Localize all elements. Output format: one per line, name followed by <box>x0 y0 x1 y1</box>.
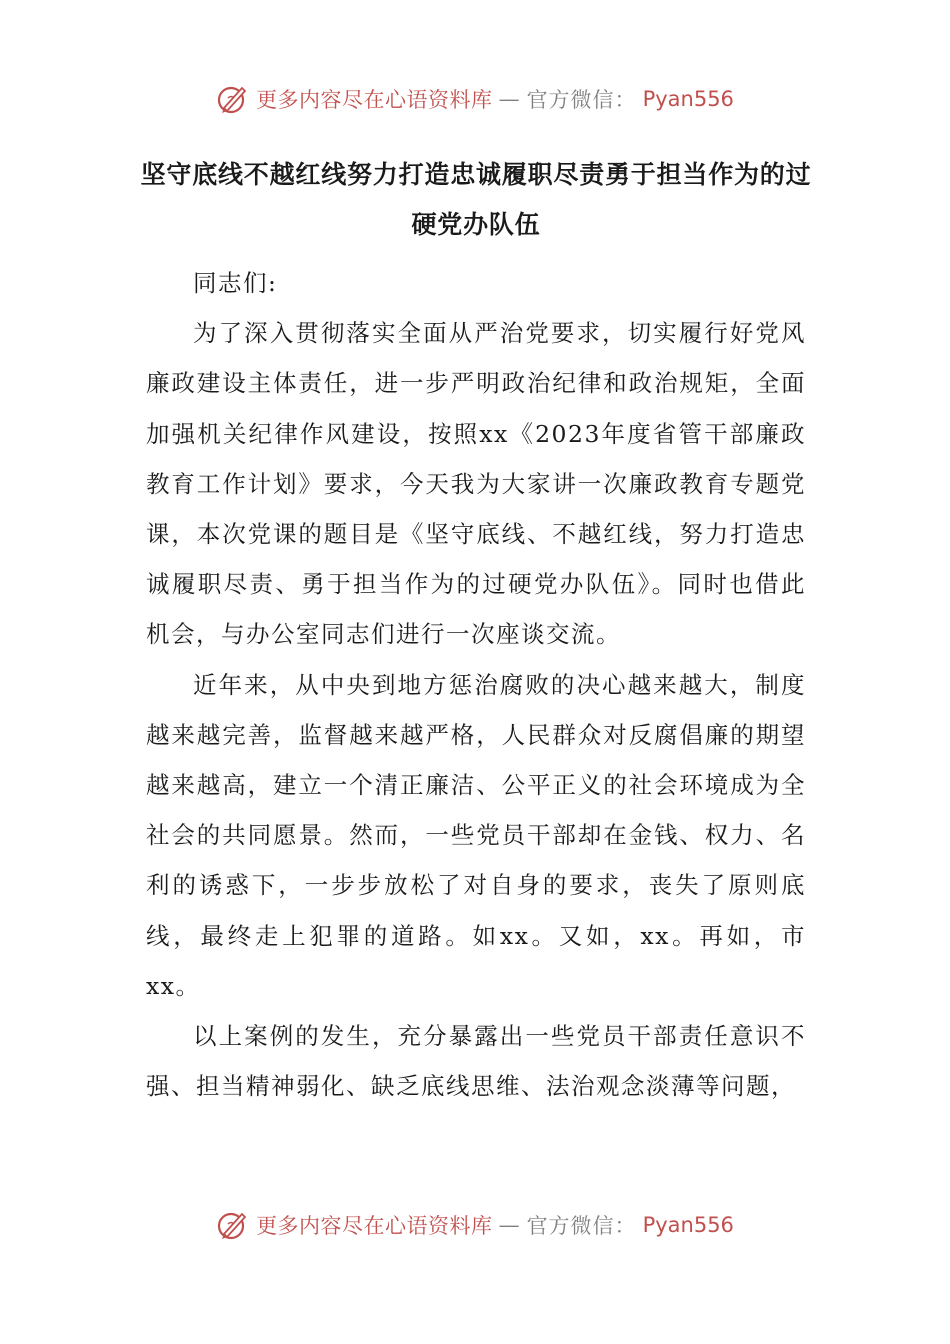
pen-circle-logo-icon <box>216 1208 250 1242</box>
paragraph-3: 以上案例的发生，充分暴露出一些党员干部责任意识不强、担当精神弱化、缺乏底线思维、法治观念淡薄等问题， <box>146 1022 806 1101</box>
paragraph-2: 近年来，从中央到地方惩治腐败的决心越来越大，制度越来越完善，监督越来越严格，人民群众对反腐倡廉的期望越来越高，建立一个清正廉洁、公平正义的社会环境成为全社会的共同愿景。然而，一些党员干部却在金钱、权力、名利的诱惑下，一步步放松了对自身的要求，丧失了原则底线，最终走上犯罪的道路。如xx。又如，xx。再如，市xx。 <box>146 670 806 1000</box>
paragraph-1: 为了深入贯彻落实全面从严治党要求，切实履行好党风廉政建设主体责任，进一步严明政治纪律和政治规矩，全面加强机关纪律作风建设，按照xx《2023年度省管干部廉政教育工作计划》要求，今天我为大家讲一次廉政教育专题党课，本次党课的题目是《坚守底线、不越红线，努力打造忠诚履职尽责、勇于担当作为的过硬党办队伍》。同时也借此机会，与办公室同志们进行一次座谈交流。 <box>146 319 806 649</box>
pen-circle-logo-icon <box>216 82 250 116</box>
watermark-id: Pyan556 <box>642 1213 734 1237</box>
header-watermark <box>0 82 950 116</box>
watermark-label: 官方微信： <box>526 88 637 112</box>
document-title: 坚守底线不越红线努力打造忠诚履职尽责勇于担当作为的过硬党办队伍 <box>140 160 812 239</box>
watermark-id: Pyan556 <box>642 87 734 111</box>
greeting: 同志们: <box>193 269 278 297</box>
watermark-dash: — <box>498 87 521 111</box>
footer-watermark <box>0 1208 950 1242</box>
document-body <box>140 150 812 1111</box>
watermark-label: 官方微信： <box>526 1214 637 1238</box>
watermark-dash: — <box>498 1213 521 1237</box>
watermark-text: 更多内容尽在心语资料库 <box>256 88 493 112</box>
watermark-text: 更多内容尽在心语资料库 <box>256 1214 493 1238</box>
